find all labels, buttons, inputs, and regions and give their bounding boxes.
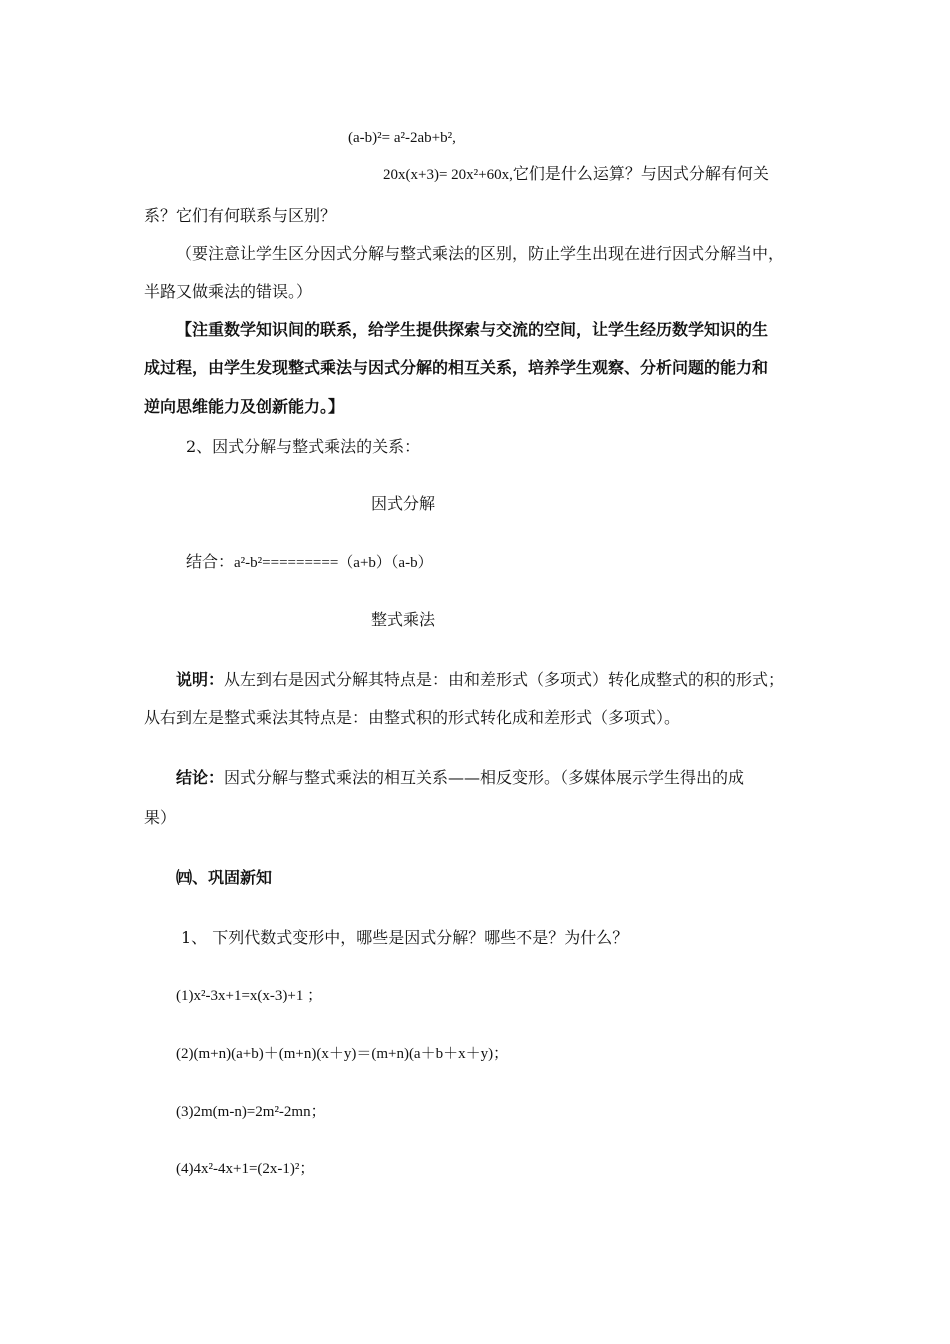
exercise-1-part-1: (1)x²-3x+1=x(x-3)+1 ； — [176, 988, 323, 1004]
explanation-line-2: 从右到左是整式乘法其特点是：由整式积的形式转化成和差形式（多项式）。 — [144, 708, 681, 727]
teaching-note-line-1: （要注意让学生区分因式分解与整式乘法的区别，防止学生出现在进行因式分解当中， — [176, 244, 785, 263]
explanation-text-1: 从左到右是因式分解其特点是：由和差形式（多项式）转化成整式的积的形式； — [224, 670, 785, 689]
question-text: 它们是什么运算？与因式分解有何关 — [512, 164, 769, 183]
exercise-1-part-2: (2)(m+n)(a+b)＋(m+n)(x＋y)＝(m+n)(a＋b＋x＋y)； — [176, 1046, 509, 1062]
equation-expansion-line — [383, 164, 769, 185]
item-2-heading: 2、因式分解与整式乘法的关系： — [186, 437, 421, 456]
diagram-combine-label: 结合： — [186, 552, 235, 571]
explanation-line-1 — [176, 670, 784, 690]
exercise-1-prompt: 1、 下列代数式变形中，哪些是因式分解？哪些不是？为什么？ — [181, 928, 629, 947]
diagram-multiplication-label: 整式乘法 — [371, 610, 436, 629]
section-4-heading: ㈣、巩固新知 — [176, 868, 273, 887]
diagram-combine-expression: a²-b²=========（a+b）（a-b） — [234, 555, 433, 571]
explanation-label: 说明： — [176, 670, 225, 689]
conclusion-text-1: 因式分解与整式乘法的相互关系——相反变形。（多媒体展示学生得出的成 — [224, 768, 745, 787]
emphasis-paragraph-line-2: 成过程，由学生发现整式乘法与因式分解的相互关系，培养学生观察、分析问题的能力和 — [144, 358, 769, 377]
conclusion-line-2: 果） — [144, 808, 177, 827]
emphasis-paragraph-line-1: 【注重数学知识间的联系，给学生提供探索与交流的空间，让学生经历数学知识的生 — [176, 320, 769, 339]
diagram-factorization-label: 因式分解 — [371, 494, 436, 513]
conclusion-line-1 — [176, 768, 744, 788]
question-text-continued: 系？它们有何联系与区别？ — [144, 206, 337, 225]
emphasis-paragraph-line-3: 逆向思维能力及创新能力。】 — [144, 397, 345, 416]
conclusion-label: 结论： — [176, 768, 225, 787]
diagram-combine-line — [186, 552, 433, 573]
teaching-note-line-2: 半路又做乘法的错误。） — [144, 282, 313, 301]
exercise-1-part-3: (3)2m(m-n)=2m²-2mn； — [176, 1104, 326, 1120]
exercise-1-part-4: (4)4x²-4x+1=(2x-1)²； — [176, 1161, 315, 1177]
equation-expansion: 20x(x+3)= 20x²+60x, — [383, 167, 513, 183]
equation-square-difference: (a-b)²= a²-2ab+b², — [348, 130, 456, 146]
